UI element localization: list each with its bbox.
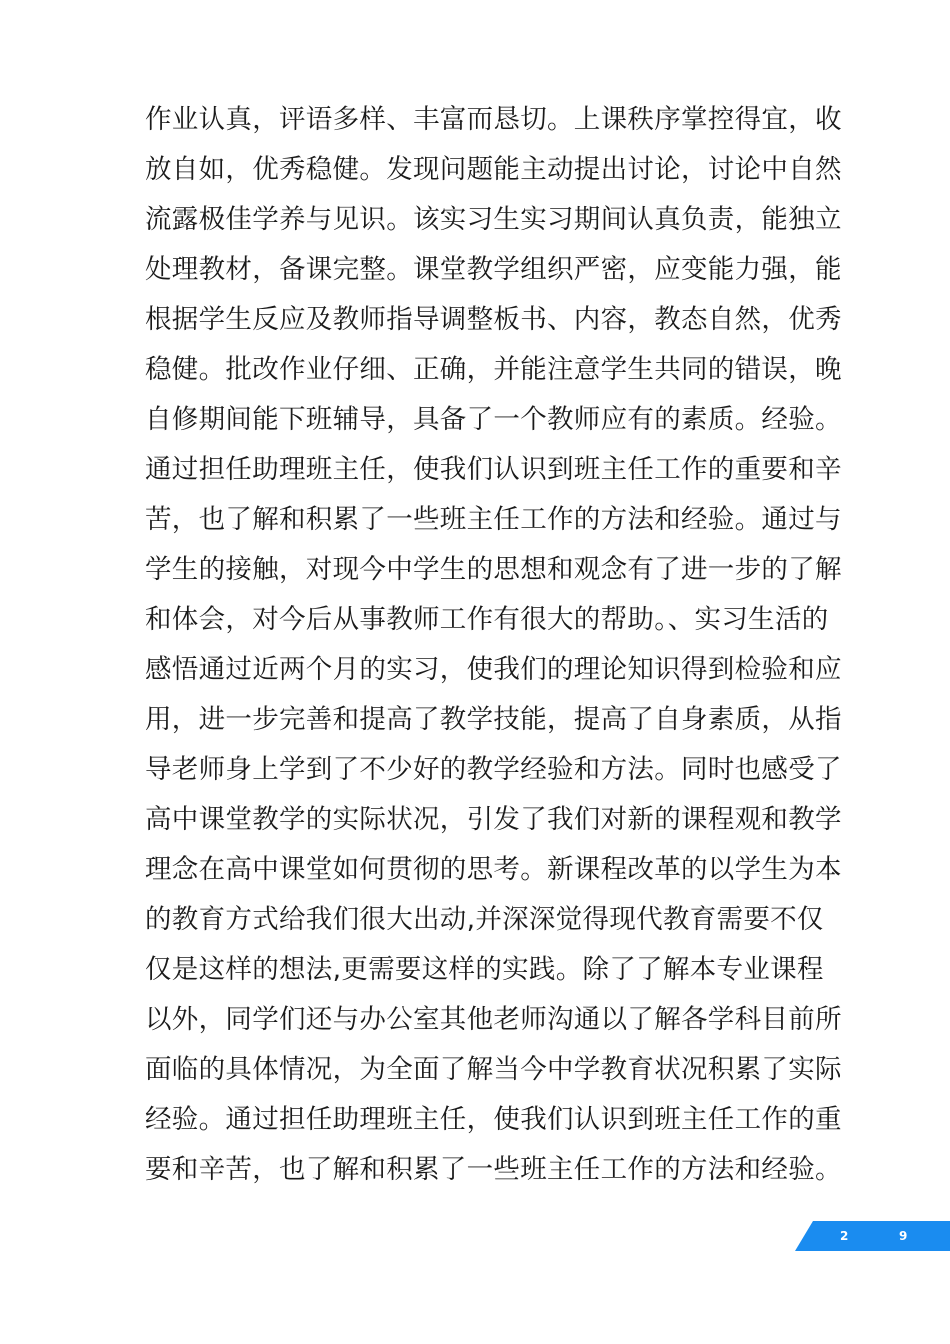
page-badge-background [795,1221,950,1251]
text-line: 面临的具体情况，为全面了解当今中学教育状况积累了实际 [145,1054,842,1085]
text-line: 和体会，对今后从事教师工作有很大的帮助。、实习生活的 [145,604,829,635]
text-line: 根据学生反应及教师指导调整板书、内容，教态自然，优秀 [145,304,842,335]
text-line: 以外，同学们还与办公室其他老师沟通以了解各学科目前所 [145,1004,842,1035]
document-body [145,95,842,1195]
text-line: 感悟通过近两个月的实习，使我们的理论知识得到检验和应 [145,654,842,685]
text-line: 学生的接触，对现今中学生的思想和观念有了进一步的了解 [145,554,842,585]
text-line: 高中课堂教学的实际状况，引发了我们对新的课程观和教学 [145,804,842,835]
text-line: 要和辛苦，也了解和积累了一些班主任工作的方法和经验。 [145,1154,842,1185]
text-line: 自修期间能下班辅导，具备了一个教师应有的素质。经验。 [145,404,842,435]
text-line: 苦，也了解和积累了一些班主任工作的方法和经验。通过与 [145,504,842,535]
text-line: 处理教材，备课完整。课堂教学组织严密，应变能力强，能 [145,254,842,285]
text-line: 仅是这样的想法,更需要这样的实践。除了了解本专业课程 [145,954,824,985]
text-line: 通过担任助理班主任，使我们认识到班主任工作的重要和辛 [145,454,842,485]
text-line: 经验。通过担任助理班主任，使我们认识到班主任工作的重 [145,1104,842,1135]
text-line: 理念在高中课堂如何贯彻的思考。新课程改革的以学生为本 [145,854,842,885]
text-line: 流露极佳学养与见识。该实习生实习期间认真负责，能独立 [145,204,842,235]
text-line: 用，进一步完善和提高了教学技能，提高了自身素质，从指 [145,704,842,735]
current-page-number: 2 [840,1229,849,1243]
total-page-count: 9 [899,1229,908,1243]
text-line: 导老师身上学到了不少好的教学经验和方法。同时也感受了 [145,754,842,785]
text-line: 稳健。批改作业仔细、正确，并能注意学生共同的错误，晚 [145,354,842,385]
page-number-badge [795,1221,950,1251]
text-line: 的教育方式给我们很大出动,并深深觉得现代教育需要不仅 [145,904,824,935]
text-line: 作业认真，评语多样、丰富而恳切。上课秩序掌控得宜，收 [145,104,842,135]
text-line: 放自如，优秀稳健。发现问题能主动提出讨论，讨论中自然 [145,154,842,185]
